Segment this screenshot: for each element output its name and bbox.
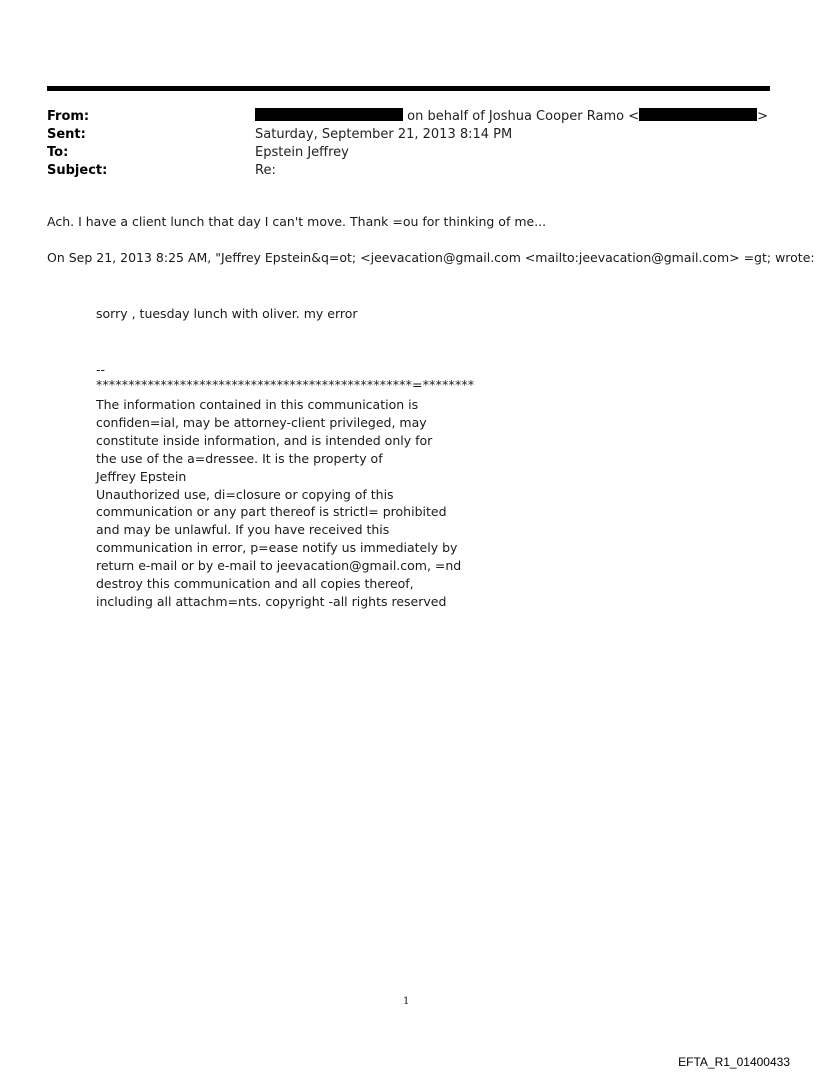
disclaimer-line: destroy this communication and all copies thereof, [96, 576, 414, 592]
disclaimer-line: The information contained in this communication is [96, 397, 419, 412]
email-header [47, 108, 787, 180]
page-number: 1 [403, 996, 410, 1007]
disclaimer-line: including all attachm=nts. copyright -all rights reserved [96, 593, 447, 609]
disclaimer-line: Unauthorized use, di=closure or copying of this [96, 486, 394, 502]
disclaimer-line: Jeffrey Epstein [96, 468, 187, 484]
disclaimer-line: communication in error, p=ease notify us immediately by [96, 540, 458, 556]
from-suffix: on behalf of Joshua Cooper Ramo < [407, 109, 640, 124]
signature-stars: *************************************************=******** [96, 377, 475, 392]
to-label: To: [47, 145, 69, 160]
from-value [255, 108, 768, 126]
disclaimer-line: and may be unlawful. If you have received this [96, 522, 390, 538]
disclaimer-line: return e-mail or by e-mail to jeevacation@gmail.com, =nd [96, 558, 462, 574]
quote-header: On Sep 21, 2013 8:25 AM, "Jeffrey Epstein&q=ot; <jeevacation@gmail.com <mailto:jeevacation@gmail.com> =gt; wrote: [47, 250, 815, 265]
disclaimer-line: the use of the a=dressee. It is the property of [96, 450, 383, 466]
header-rule [47, 86, 770, 91]
subject-row [47, 162, 787, 180]
from-label: From: [47, 109, 90, 124]
subject-value: Re: [255, 163, 276, 178]
subject-label: Subject: [47, 163, 108, 178]
reply-text: Ach. I have a client lunch that day I can't move. Thank =ou for thinking of me... [47, 214, 547, 229]
sent-row [47, 126, 787, 144]
to-row [47, 144, 787, 162]
from-row [47, 108, 787, 126]
redaction-box [639, 108, 757, 121]
sent-value: Saturday, September 21, 2013 8:14 PM [255, 127, 513, 142]
disclaimer-line: constitute inside information, and is intended only for [96, 432, 433, 448]
disclaimer [96, 396, 461, 611]
signature-separator: -- [96, 362, 106, 377]
sent-label: Sent: [47, 127, 86, 142]
to-value: Epstein Jeffrey [255, 145, 349, 160]
disclaimer-line: confiden=ial, may be attorney-client privileged, may [96, 414, 427, 430]
redaction-box [255, 108, 403, 121]
disclaimer-line: communication or any part thereof is strictl= prohibited [96, 504, 447, 520]
bates-number: EFTA_R1_01400433 [678, 1055, 790, 1069]
from-close: > [757, 109, 769, 124]
quoted-message: sorry , tuesday lunch with oliver. my error [96, 306, 358, 321]
